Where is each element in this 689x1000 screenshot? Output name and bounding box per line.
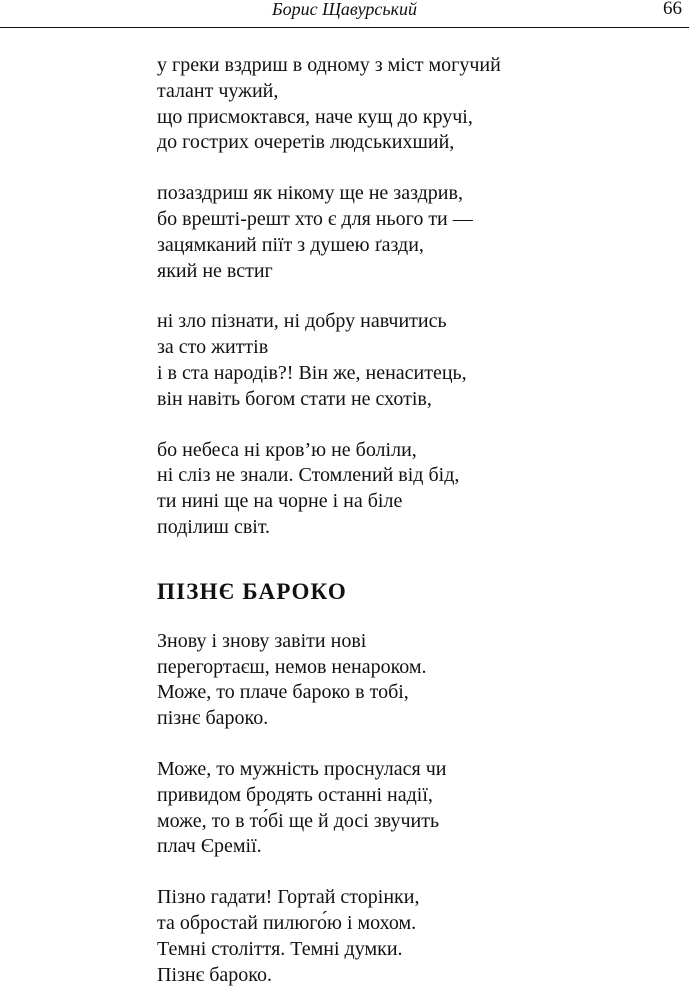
verse-line: і в ста народів?! Він же, ненаситець, bbox=[157, 361, 467, 384]
poem-title: ПІЗНЄ БАРОКО bbox=[157, 578, 347, 604]
stanza-break bbox=[157, 732, 657, 757]
verse-line: який не встиг bbox=[157, 259, 273, 282]
verse-line: у греки вздриш в одному з міст могучий bbox=[157, 54, 501, 76]
stanza-break bbox=[157, 413, 657, 438]
verse-line: може, то в то́бі ще й досі звучить bbox=[157, 809, 440, 832]
verse-line: привидом бродять останні надії, bbox=[157, 783, 433, 806]
verse-line: та обростай пилюго́ю і мохом. bbox=[157, 911, 417, 934]
verse-line: він навіть богом стати не схотів, bbox=[157, 387, 432, 410]
page-content bbox=[157, 53, 657, 988]
stanza-break bbox=[157, 284, 657, 309]
verse-line: Пізнє бароко. bbox=[157, 963, 272, 986]
verse-line: за сто життів bbox=[157, 336, 269, 359]
verse-line: пізнє бароко. bbox=[157, 707, 269, 730]
verse-line: бо небеса ні кров’ю не боліли, bbox=[157, 438, 417, 461]
page-number: 66 bbox=[663, 0, 682, 19]
poem-pizne-baroko bbox=[157, 629, 657, 989]
verse-line: Пізно гадати! Гортай сторінки, bbox=[157, 886, 420, 909]
stanza bbox=[157, 885, 657, 988]
verse-line: Може, то мужність проснулася чи bbox=[157, 757, 447, 780]
verse-line: ні зло пізнати, ні добру навчитись bbox=[157, 310, 447, 333]
stanza bbox=[157, 181, 657, 284]
stanza bbox=[157, 438, 657, 541]
running-head-author: Борис Щавурський bbox=[271, 0, 418, 19]
verse-line: позаздриш як нікому ще не заздрив, bbox=[157, 182, 463, 205]
verse-line: зацямканий піїт з душею ґазди, bbox=[157, 233, 424, 256]
verse-line: Може, то плаче бароко в тобі, bbox=[157, 681, 409, 704]
stanza bbox=[157, 53, 657, 156]
verse-line: Темні століття. Темні думки. bbox=[157, 937, 403, 960]
stanza bbox=[157, 309, 657, 412]
page-header bbox=[0, 0, 689, 28]
stanza-break bbox=[157, 860, 657, 885]
stanza bbox=[157, 629, 657, 732]
stanza-break bbox=[157, 156, 657, 181]
verse-line: бо врешті-решт хто є для нього ти — bbox=[157, 207, 473, 230]
verse-line: поділиш світ. bbox=[157, 515, 271, 538]
verse-line: перегортаєш, немов ненароком. bbox=[157, 655, 427, 678]
verse-line: що присмоктався, наче кущ до кручі, bbox=[157, 105, 473, 128]
stanza bbox=[157, 757, 657, 860]
poem-continued bbox=[157, 53, 657, 541]
verse-line: ти нині ще на чорне і на біле bbox=[157, 490, 403, 513]
verse-line: талант чужий, bbox=[157, 79, 279, 102]
verse-line: ні сліз не знали. Стомлений від бід, bbox=[157, 464, 460, 487]
verse-line: до гострих очеретів людськихший, bbox=[157, 131, 455, 154]
verse-line: Знову і знову завіти нові bbox=[157, 629, 367, 652]
verse-line: плач Єремії. bbox=[157, 835, 262, 858]
